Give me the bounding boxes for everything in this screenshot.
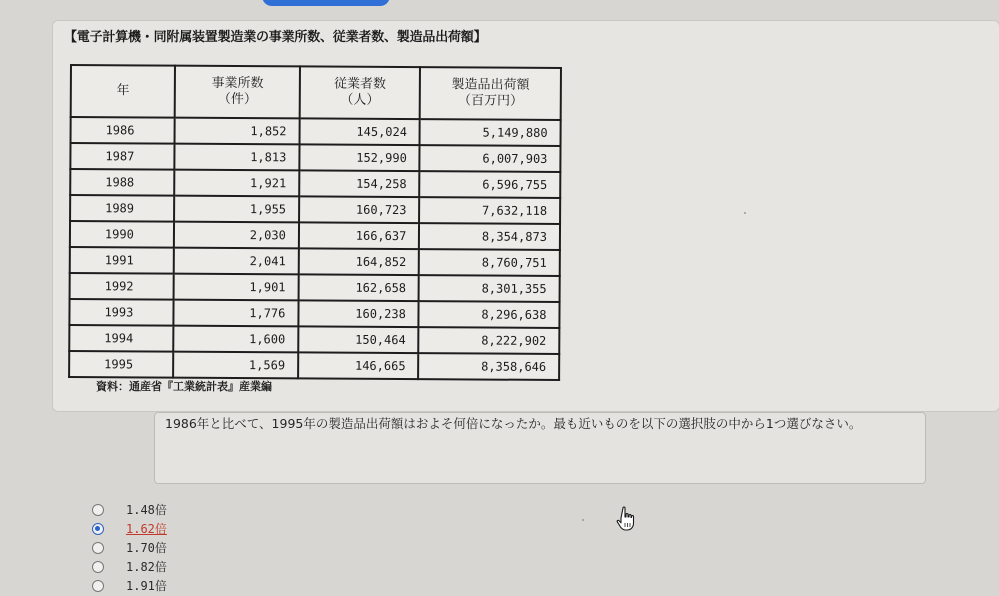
cell-employees: 152,990 bbox=[299, 144, 420, 171]
cell-shipments: 6,007,903 bbox=[420, 145, 561, 172]
cell-establishments: 1,776 bbox=[174, 300, 299, 327]
radio-button[interactable] bbox=[92, 542, 104, 554]
table-header-row bbox=[71, 65, 561, 120]
table-row bbox=[69, 351, 559, 380]
cell-employees: 145,024 bbox=[299, 118, 420, 145]
header-establishments bbox=[175, 66, 300, 119]
cell-establishments: 1,901 bbox=[174, 274, 299, 301]
answer-option[interactable] bbox=[92, 519, 167, 538]
cell-shipments: 8,296,638 bbox=[419, 301, 560, 328]
hand-pointer-icon bbox=[616, 506, 636, 532]
cell-shipments: 8,222,902 bbox=[419, 327, 560, 354]
cell-employees: 154,258 bbox=[299, 170, 420, 197]
cell-shipments: 5,149,880 bbox=[420, 119, 561, 146]
cell-employees: 160,238 bbox=[298, 300, 419, 327]
question-text: 1986年と比べて、1995年の製造品出荷額はおよそ何倍になったか。最も近いものを以下の選択肢の中から1つ選びなさい。 bbox=[165, 416, 862, 431]
cell-year: 1990 bbox=[70, 221, 175, 248]
cell-shipments: 8,301,355 bbox=[419, 275, 560, 302]
cell-shipments: 8,358,646 bbox=[418, 353, 559, 380]
table-row bbox=[69, 299, 559, 328]
header-establishments-unit: （件） bbox=[217, 91, 258, 108]
answer-option[interactable] bbox=[92, 538, 167, 557]
cell-year: 1994 bbox=[69, 325, 174, 352]
cell-employees: 150,464 bbox=[298, 326, 419, 353]
table-row bbox=[70, 169, 560, 198]
answer-option-label[interactable]: 1.48倍 bbox=[126, 503, 167, 517]
cell-establishments: 1,852 bbox=[175, 118, 300, 145]
cell-shipments: 6,596,755 bbox=[420, 171, 561, 198]
cell-establishments: 1,813 bbox=[175, 144, 300, 171]
cell-shipments: 8,354,873 bbox=[419, 223, 560, 250]
cell-establishments: 1,921 bbox=[175, 170, 300, 197]
cell-employees: 164,852 bbox=[299, 248, 420, 275]
radio-button[interactable] bbox=[92, 561, 104, 573]
cell-establishments: 2,041 bbox=[174, 248, 299, 275]
header-shipments-unit: （百万円） bbox=[457, 93, 524, 109]
table-row bbox=[70, 221, 560, 250]
answer-option[interactable] bbox=[92, 576, 167, 595]
cell-establishments: 1,955 bbox=[174, 196, 299, 223]
table-row bbox=[70, 195, 560, 224]
header-year-label: 年 bbox=[116, 83, 130, 99]
answer-option-label[interactable]: 1.70倍 bbox=[126, 541, 167, 555]
source-note: 資料：通産省『工業統計表』産業編 bbox=[96, 380, 272, 393]
cell-year: 1992 bbox=[70, 273, 175, 300]
cell-year: 1986 bbox=[71, 117, 176, 144]
cell-year: 1987 bbox=[70, 143, 175, 170]
cell-establishments: 2,030 bbox=[174, 222, 299, 249]
table-body bbox=[69, 117, 561, 380]
cell-year: 1988 bbox=[70, 169, 175, 196]
top-tab-button[interactable] bbox=[262, 0, 390, 6]
header-shipments-label: 製造品出荷額 bbox=[451, 77, 530, 93]
header-shipments bbox=[420, 67, 561, 120]
header-employees-unit: （人） bbox=[340, 92, 380, 108]
table-row bbox=[70, 143, 560, 172]
radio-button[interactable] bbox=[92, 580, 104, 592]
cell-employees: 162,658 bbox=[298, 274, 419, 301]
figure-title: 【電子計算機・同附属装置製造業の事業所数、従業者数、製造品出荷額】 bbox=[64, 30, 487, 45]
screen-speck bbox=[744, 212, 746, 214]
cell-year: 1993 bbox=[69, 299, 174, 326]
answer-option-label[interactable]: 1.91倍 bbox=[126, 579, 167, 593]
header-employees bbox=[300, 66, 421, 119]
cell-year: 1995 bbox=[69, 351, 174, 378]
header-year bbox=[71, 65, 176, 118]
answer-option[interactable] bbox=[92, 557, 167, 576]
table-row bbox=[69, 325, 559, 354]
answer-option-label[interactable]: 1.62倍 bbox=[126, 522, 167, 536]
screen-speck bbox=[582, 519, 584, 521]
cell-establishments: 1,600 bbox=[174, 326, 299, 353]
answer-option-label[interactable]: 1.82倍 bbox=[126, 560, 167, 574]
cell-employees: 160,723 bbox=[299, 196, 420, 223]
cell-year: 1989 bbox=[70, 195, 175, 222]
radio-button[interactable] bbox=[92, 523, 104, 535]
answer-options bbox=[92, 500, 167, 595]
cell-establishments: 1,569 bbox=[174, 352, 299, 379]
cell-employees: 166,637 bbox=[299, 222, 420, 249]
cell-employees: 146,665 bbox=[298, 352, 419, 379]
cell-shipments: 7,632,118 bbox=[419, 197, 560, 224]
cell-year: 1991 bbox=[70, 247, 175, 274]
table-row bbox=[70, 247, 560, 276]
cell-shipments: 8,760,751 bbox=[419, 249, 560, 276]
table-row bbox=[70, 273, 560, 302]
radio-button[interactable] bbox=[92, 504, 104, 516]
answer-option[interactable] bbox=[92, 500, 167, 519]
question-box bbox=[154, 412, 926, 484]
header-establishments-label: 事業所数 bbox=[211, 75, 264, 92]
statistics-table bbox=[68, 64, 562, 381]
header-employees-label: 従業者数 bbox=[333, 76, 387, 92]
table-row bbox=[71, 117, 561, 146]
